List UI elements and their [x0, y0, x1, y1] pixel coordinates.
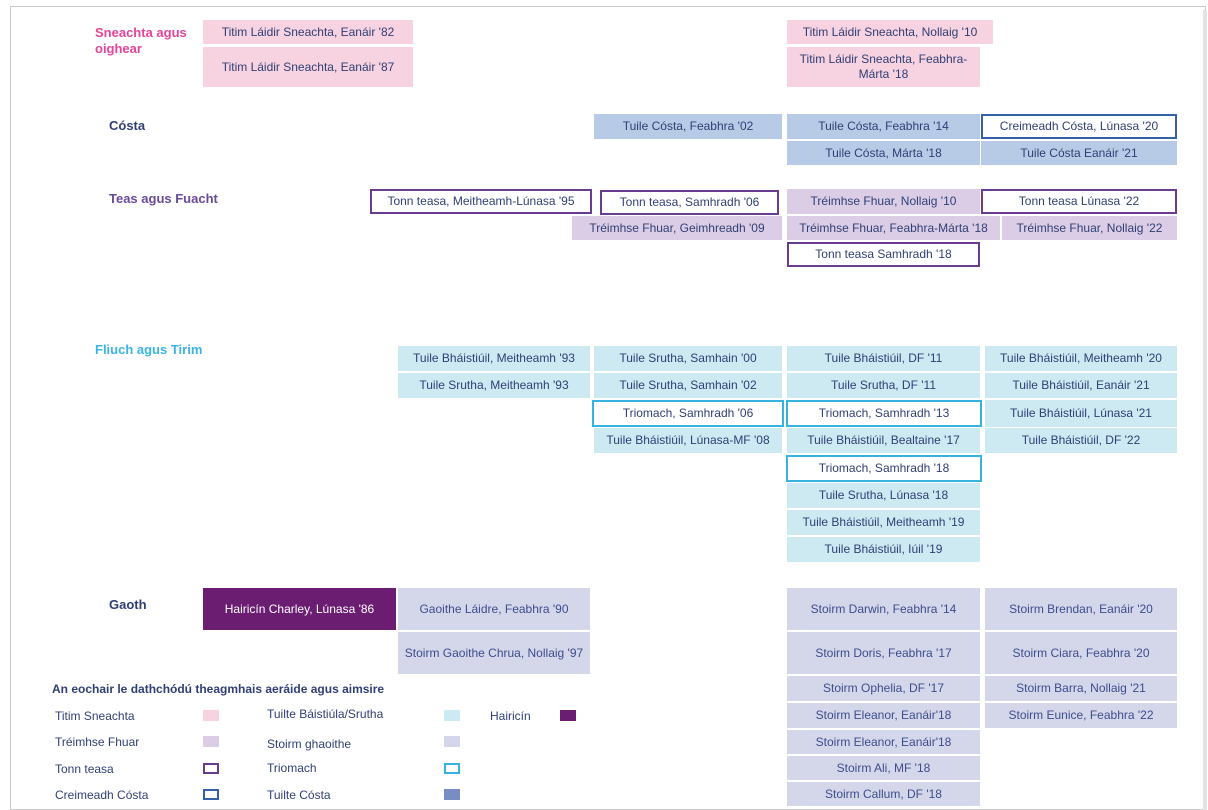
event-cell: Tuile Bháistiúil, Meitheamh '19 — [787, 510, 980, 535]
event-cell: Tonn teasa, Samhradh '06 — [600, 190, 779, 215]
event-cell: Stoirm Ophelia, DF '17 — [787, 676, 980, 701]
legend-swatch-cold-spell — [203, 736, 219, 747]
event-cell: Stoirm Ciara, Feabhra '20 — [985, 632, 1177, 674]
event-cell: Tuile Srutha, Lúnasa '18 — [787, 483, 980, 508]
legend-label: Titim Sneachta — [55, 709, 135, 723]
legend-label: Hairicín — [490, 709, 531, 723]
event-cell: Stoirm Eunice, Feabhra '22 — [985, 703, 1177, 728]
event-cell: Stoirm Eleanor, Eanáir'18 — [787, 703, 980, 728]
event-cell: Tuile Srutha, Samhain '02 — [594, 373, 782, 398]
category-wet-label: Fliuch agus Tirim — [95, 342, 203, 357]
legend-swatch-coastal-flood — [444, 789, 460, 800]
event-cell: Tuile Cósta, Márta '18 — [787, 141, 980, 165]
legend-label: Creimeadh Cósta — [55, 788, 149, 802]
event-cell: Stoirm Darwin, Feabhra '14 — [787, 588, 980, 630]
frame-shadow — [1203, 10, 1207, 810]
legend-swatch-heatwave — [203, 763, 219, 774]
event-cell: Tuile Bháistiúil, DF '22 — [985, 428, 1177, 453]
legend-label: Stoirm ghaoithe — [267, 737, 352, 751]
event-cell: Tréimhse Fhuar, Nollaig '10 — [787, 189, 980, 214]
legend-swatch-erosion — [203, 789, 219, 800]
event-cell: Creimeadh Cósta, Lúnasa '20 — [981, 114, 1177, 139]
event-cell: Tuile Cósta, Feabhra '14 — [787, 114, 980, 139]
category-snow-label: Sneachta agus oighear — [95, 25, 187, 56]
category-wind-label: Gaoth — [109, 597, 147, 612]
event-cell: Titim Láidir Sneachta, Nollaig '10 — [787, 20, 993, 44]
category-coast-label: Cósta — [109, 118, 146, 133]
event-cell: Tuile Bháistiúil, Lúnasa-MF '08 — [594, 428, 782, 453]
legend-label: Triomach — [267, 761, 317, 775]
event-cell: Tréimhse Fhuar, Nollaig '22 — [1002, 216, 1177, 240]
legend-title: An eochair le dathchódú theagmhais aeráide agus aimsire — [52, 682, 385, 696]
event-cell: Tréimhse Fhuar, Geimhreadh '09 — [572, 216, 782, 240]
event-cell: Tuile Bháistiúil, Eanáir '21 — [985, 373, 1177, 398]
event-cell: Stoirm Ali, MF '18 — [787, 756, 980, 780]
legend-label: Tonn teasa — [55, 762, 114, 776]
event-cell: Tuile Cósta, Feabhra '02 — [594, 114, 782, 139]
event-cell: Triomach, Samhradh '18 — [786, 455, 982, 482]
event-cell: Tonn teasa Samhradh '18 — [787, 242, 980, 267]
category-heat-label: Teas agus Fuacht — [109, 191, 218, 206]
legend-label: Tuilte Báistiúla/Srutha — [267, 707, 384, 721]
event-cell: Stoirm Barra, Nollaig '21 — [985, 676, 1177, 701]
event-cell: Tréimhse Fhuar, Feabhra-Márta '18 — [787, 216, 1000, 240]
event-cell: Tuile Bháistiúil, Lúnasa '21 — [985, 400, 1177, 427]
event-cell: Tuile Srutha, DF '11 — [787, 373, 980, 398]
event-cell: Tuile Srutha, Samhain '00 — [594, 346, 782, 371]
event-cell: Tuile Srutha, Meitheamh '93 — [398, 373, 590, 398]
legend-swatch-flood — [444, 710, 460, 721]
event-cell: Titim Láidir Sneachta, Eanáir '82 — [203, 20, 413, 44]
event-cell: Tuile Bháistiúil, DF '11 — [787, 346, 980, 371]
event-cell: Tuile Cósta Eanáir '21 — [981, 141, 1177, 165]
event-cell: Tuile Bháistiúil, Iúil '19 — [787, 537, 980, 562]
legend-label: Tuilte Cósta — [267, 788, 331, 802]
legend-swatch-drought — [444, 763, 460, 774]
event-cell: Titim Láidir Sneachta, Feabhra-Márta '18 — [787, 47, 980, 87]
legend-swatch-hurricane — [560, 710, 576, 721]
event-cell: Stoirm Callum, DF '18 — [787, 782, 980, 806]
event-cell: Tonn teasa, Meitheamh-Lúnasa '95 — [370, 189, 592, 214]
event-cell: Hairicín Charley, Lúnasa '86 — [203, 588, 396, 630]
event-cell: Tonn teasa Lúnasa '22 — [981, 189, 1177, 214]
legend-swatch-snow — [203, 710, 219, 721]
event-cell: Tuile Bháistiúil, Bealtaine '17 — [787, 428, 980, 453]
legend-label: Tréimhse Fhuar — [55, 735, 140, 749]
event-cell: Titim Láidir Sneachta, Eanáir '87 — [203, 47, 413, 87]
event-cell: Stoirm Gaoithe Chrua, Nollaig '97 — [398, 632, 590, 674]
event-cell: Stoirm Doris, Feabhra '17 — [787, 632, 980, 674]
event-cell: Triomach, Samhradh '13 — [786, 400, 982, 427]
event-cell: Tuile Bháistiúil, Meitheamh '20 — [985, 346, 1177, 371]
event-cell: Triomach, Samhradh '06 — [592, 400, 784, 427]
event-cell: Stoirm Brendan, Eanáir '20 — [985, 588, 1177, 630]
event-cell: Tuile Bháistiúil, Meitheamh '93 — [398, 346, 590, 371]
event-cell: Gaoithe Láidre, Feabhra '90 — [398, 588, 590, 630]
legend-swatch-wind-storm — [444, 736, 460, 747]
event-cell: Stoirm Eleanor, Eanáir'18 — [787, 730, 980, 754]
